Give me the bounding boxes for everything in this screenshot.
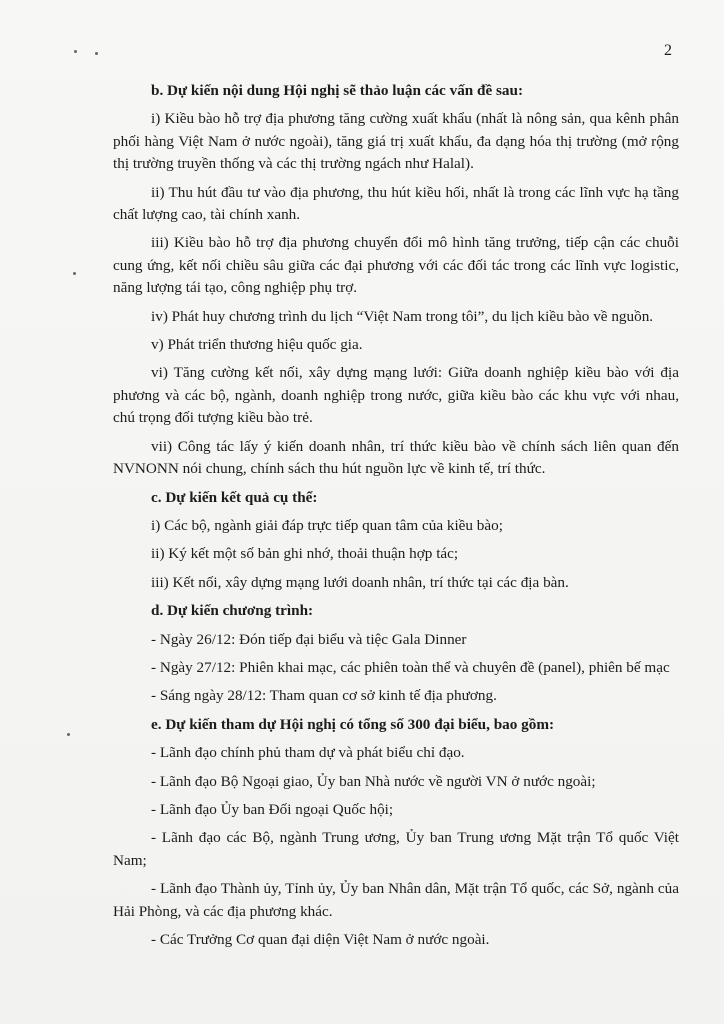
scan-speck [74,50,77,53]
section-b-item: v) Phát triển thương hiệu quốc gia. [151,336,363,354]
section-e-item: - Lãnh đạo Bộ Ngoại giao, Ủy ban Nhà nước về người VN ở nước ngoài; [151,772,596,790]
section-d-item: - Sáng ngày 28/12: Tham quan cơ sở kinh tế địa phương. [151,687,497,705]
section-b-item: iii) Kiều bào hỗ trợ địa phương chuyển đổi mô hình tăng trưởng, tiếp cận các chuỗi cung ứng, kết nối chiều sâu giữa các đại phương với các đối tác trong các lĩnh vực logistic, năng lượng tái tạo, công nghiệp phụ trợ. [113,234,679,297]
page-number: 2 [664,42,672,59]
section-b-item: iv) Phát huy chương trình du lịch “Việt Nam trong tôi”, du lịch kiều bào về nguồn. [151,307,654,325]
section-e-item: - Lãnh đạo Thành ủy, Tỉnh ủy, Ủy ban Nhân dân, Mặt trận Tổ quốc, các Sở, ngành của Hải Phòng, và các địa phương khác. [113,880,679,920]
section-b-item: vii) Công tác lấy ý kiến doanh nhân, trí thức kiều bào về chính sách liên quan đến NVNONN nói chung, chính sách thu hút nguồn lực về kinh tế, trí thức. [113,437,679,478]
section-c-item: i) Các bộ, ngành giải đáp trực tiếp quan tâm của kiều bào; [151,516,503,534]
section-c-item: ii) Ký kết một số bản ghi nhớ, thoải thuận hợp tác; [151,545,459,563]
section-d-item: - Ngày 26/12: Đón tiếp đại biểu và tiệc Gala Dinner [151,630,467,648]
scan-speck [67,733,70,736]
section-e-item: - Lãnh đạo chính phủ tham dự và phát biểu chỉ đạo. [151,744,465,762]
section-b-item: ii) Thu hút đầu tư vào địa phương, thu hút kiều hối, nhất là trong các lĩnh vực hạ tầng chất lượng cao, tài chính xanh. [113,183,679,224]
scan-speck [95,52,98,55]
section-d-heading: d. Dự kiến chương trình: [151,602,314,620]
section-c-heading: c. Dự kiến kết quả cụ thể: [151,488,318,506]
document-body [113,80,679,951]
section-e-item: - Lãnh đạo các Bộ, ngành Trung ương, Ủy ban Trung ương Mặt trận Tổ quốc Việt Nam; [113,829,679,869]
section-c-item: iii) Kết nối, xây dựng mạng lưới doanh nhân, trí thức tại các địa bàn. [151,573,569,591]
section-e-heading: e. Dự kiến tham dự Hội nghị có tổng số 300 đại biểu, bao gồm: [151,715,555,733]
section-b-heading: b. Dự kiến nội dung Hội nghị sẽ thảo luận các vấn đề sau: [151,82,524,99]
section-e-item: - Lãnh đạo Ủy ban Đối ngoại Quốc hội; [151,800,394,818]
section-e-item: - Các Trưởng Cơ quan đại diện Việt Nam ở nước ngoài. [151,931,490,948]
section-b-item: vi) Tăng cường kết nối, xây dựng mạng lưới: Giữa doanh nghiệp kiều bào với địa phương và các bộ, ngành, doanh nghiệp trong nước, giữa kiều bào các khu vực với nhau, chú trọng đối tượng kiều bào trẻ. [113,364,679,427]
section-d-item: - Ngày 27/12: Phiên khai mạc, các phiên toàn thể và chuyên đề (panel), phiên bế mạc [151,658,670,676]
scan-speck [73,272,76,275]
section-b-item: i) Kiều bào hỗ trợ địa phương tăng cường xuất khẩu (nhất là nông sản, qua kênh phân phối hàng Việt Nam ở nước ngoài), tăng giá trị xuất khẩu, đa dạng hóa thị trường (mở rộng thị trường truyền thống và các thị trường ngách như Halal). [113,110,679,173]
